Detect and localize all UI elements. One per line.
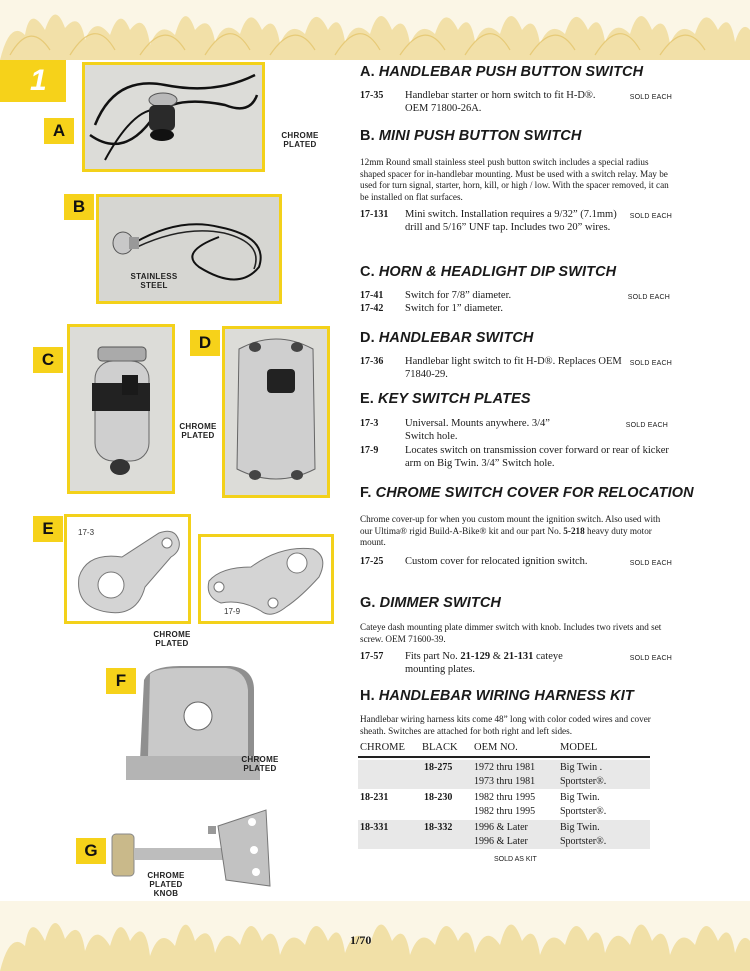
section-b-intro: 12mm Round small stainless steel push button switch includes a special radius shaped spacer for in-handlebar mounting. Must be used with a switch relay. May be used for turn signal, starter, horn, kill, or high / low. With the spacer removed, it can be installed on flat surfaces.	[360, 157, 669, 202]
photo-e-key-plate-17-9	[198, 534, 334, 624]
item-17-131: 17-131 Mini switch. Installation requires a 9/32” (7.1mm) drill and 5/16” UNF tap. Includes two 20” wires. SOLD EACH	[360, 209, 672, 233]
table-row: 1973 thru 1981 Sportster®.	[474, 776, 607, 787]
figure-letter-e: E	[33, 516, 63, 542]
table-header: CHROME BLACK OEM NO. MODEL	[358, 742, 650, 758]
item-17-41: 17-41 Switch for 7/8” diameter. SOLD EACH	[360, 290, 670, 301]
figure-letter-a: A	[44, 118, 74, 144]
caption-b: STAINLESS STEEL	[130, 272, 178, 290]
item-17-35: 17-35 Handlebar starter or horn switch to fit H-D®. OEM 71800-26A. SOLD EACH	[360, 90, 672, 114]
page-number: 1/70	[350, 933, 372, 947]
figure-letter-g: G	[76, 838, 106, 864]
flame-border-bottom	[0, 901, 750, 971]
section-f-intro: Chrome cover-up for when you custom mount the ignition switch. Also used with our Ultima® rigid Build-A-Bike® kit and our part No. 5-218 heavy duty motor mount.	[360, 514, 661, 548]
sold-as-kit: SOLD AS KIT	[494, 856, 537, 863]
caption-f: CHROME PLATED	[241, 755, 279, 773]
chapter-tab: 1	[0, 60, 66, 102]
item-17-36: 17-36 Handlebar light switch to fit H-D®. Replaces OEM 71840-29. SOLD EACH	[360, 356, 672, 380]
dip-switch-illustration	[70, 327, 172, 491]
mini-switch-illustration	[99, 197, 279, 301]
table-row: 1996 & Later Sportster®.	[474, 836, 607, 847]
caption-g: CHROME PLATED KNOB	[147, 871, 185, 898]
key-plate-17-9-illustration	[201, 537, 331, 621]
section-b-title: B. MINI PUSH BUTTON SWITCH	[360, 128, 582, 144]
item-17-9: 17-9 Locates switch on transmission cover forward or rear of kicker arm on Big Twin. 3/4” Switch hole.	[360, 445, 669, 469]
dimmer-switch-illustration	[108, 806, 278, 888]
figure-letter-f: F	[106, 668, 136, 694]
item-17-3: 17-3 Universal. Mounts anywhere. 3/4” Switch hole. SOLD EACH	[360, 418, 668, 442]
item-17-42: 17-42 Switch for 1” diameter.	[360, 303, 503, 314]
label-17-3: 17-3	[78, 528, 95, 537]
table-row: 1982 thru 1995 Sportster®.	[474, 806, 607, 817]
section-f-title: F. CHROME SWITCH COVER FOR RELOCATION	[360, 485, 694, 501]
section-a-title: A. HANDLEBAR PUSH BUTTON SWITCH	[360, 64, 644, 80]
label-17-9: 17-9	[224, 607, 241, 616]
handlebar-switch-illustration	[225, 329, 327, 495]
item-17-57: 17-57 Fits part No. 21-129 & 21-131 cateye mounting plates. SOLD EACH	[360, 651, 672, 675]
table-row: 18-231 18-230 1982 thru 1995 Big Twin.	[360, 792, 600, 803]
section-g-intro: Cateye dash mounting plate dimmer switch with knob. Includes two rivets and set screw. OEM 71600-39.	[360, 622, 662, 644]
section-g-title: G. DIMMER SWITCH	[360, 595, 501, 611]
figure-letter-c: C	[33, 347, 63, 373]
section-e-title: E. KEY SWITCH PLATES	[360, 391, 531, 407]
section-h-intro: Handlebar wiring harness kits come 48” long with color coded wires and cover sheath. Switches are attached for both right and left sides.	[360, 714, 651, 736]
photo-g-dimmer-switch	[108, 806, 278, 888]
table-row: 18-331 18-332 1996 & Later Big Twin.	[360, 822, 600, 833]
caption-d: CHROME PLATED	[179, 422, 217, 440]
figure-letter-b: B	[64, 194, 94, 220]
section-d-title: D. HANDLEBAR SWITCH	[360, 330, 534, 346]
photo-a-push-button-switch	[82, 62, 265, 172]
harness-kit-table	[358, 742, 650, 850]
photo-c-dip-switch	[67, 324, 175, 494]
caption-e: CHROME PLATED	[153, 630, 191, 648]
push-button-switch-illustration	[85, 65, 262, 169]
item-17-25: 17-25 Custom cover for relocated ignition switch. SOLD EACH	[360, 556, 672, 567]
section-c-title: C. HORN & HEADLIGHT DIP SWITCH	[360, 264, 617, 280]
table-row: 18-275 1972 thru 1981 Big Twin .	[424, 762, 603, 773]
photo-b-mini-push-button	[96, 194, 282, 304]
section-h-title: H. HANDLEBAR WIRING HARNESS KIT	[360, 688, 634, 704]
photo-d-handlebar-switch	[222, 326, 330, 498]
caption-a: CHROME PLATED	[281, 131, 319, 149]
figure-letter-d: D	[190, 330, 220, 356]
flame-border-top	[0, 0, 750, 60]
